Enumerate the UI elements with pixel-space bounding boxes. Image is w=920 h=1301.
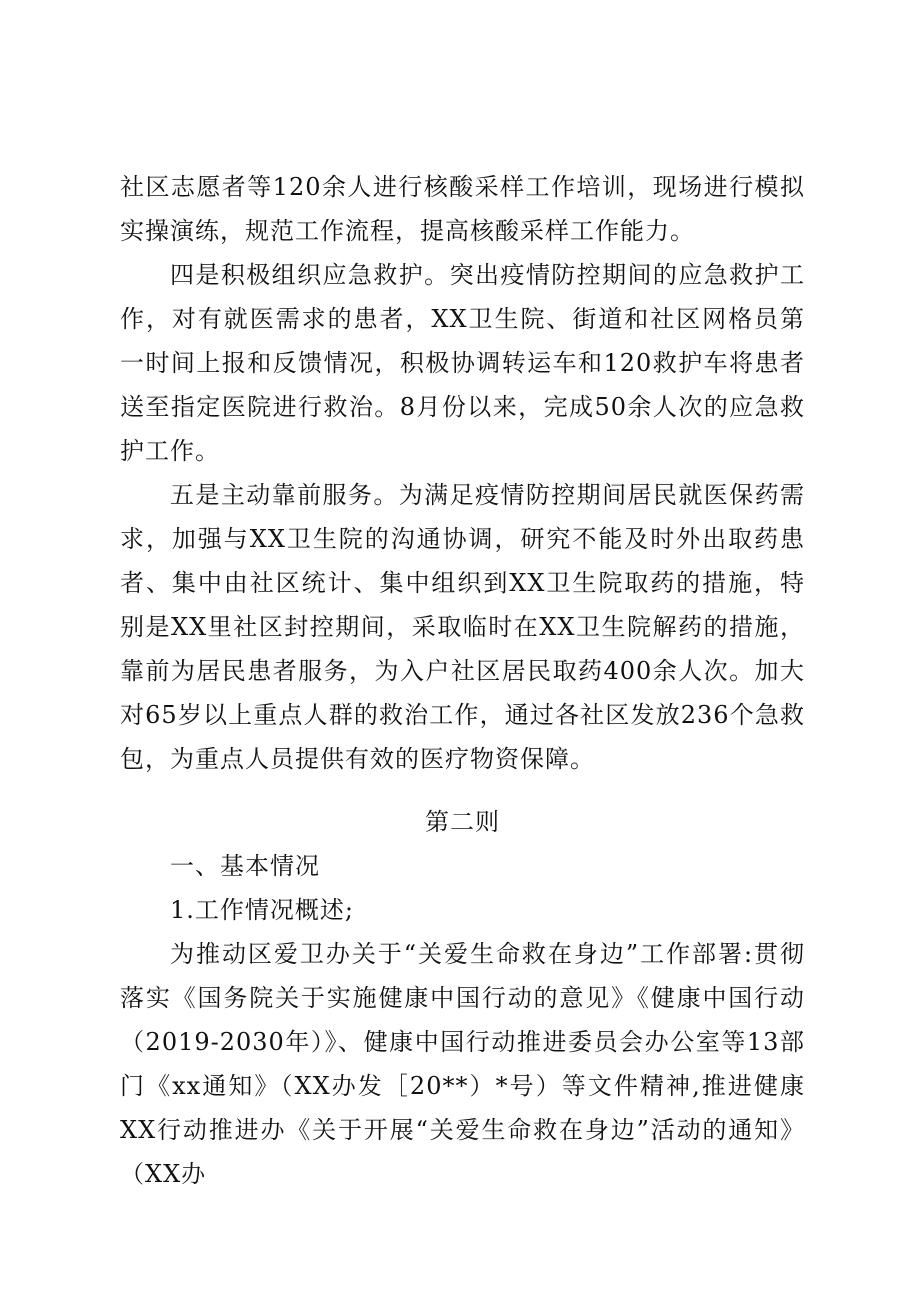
document-body-top	[120, 165, 805, 781]
paragraph-emergency-rescue: 四是积极组织应急救护。突出疫情防控期间的应急救护工作，对有就医需求的患者，XX卫生院、街道和社区网格员第一时间上报和反馈情况，积极协调转运车和120救护车将患者送至指定医院进行救治。8月份以来，完成50余人次的应急救护工作。	[120, 261, 805, 465]
section-title: 第二则	[425, 808, 500, 836]
paragraph-work-deployment: 为推动区爱卫办关于“关爱生命救在身边”工作部署:贯彻落实《国务院关于实施健康中国行动的意见》《健康中国行动（2019-2030年）》、健康中国行动推进委员会办公室等13部门《xx通知》（XX办发［20**）*号）等文件精神,推进健康XX行动推进办《关于开展“关爱生命救在身边”活动的通知》（XX办	[120, 940, 805, 1188]
document-body-second-section	[120, 800, 805, 1196]
paragraph-continuation: 社区志愿者等120余人进行核酸采样工作培训，现场进行模拟实操演练，规范工作流程，提高核酸采样工作能力。	[120, 173, 805, 245]
section-subheading: 一、基本情况	[170, 852, 320, 880]
paragraph-proactive-service: 五是主动靠前服务。为满足疫情防控期间居民就医保药需求，加强与XX卫生院的沟通协调，研究不能及时外出取药患者、集中由社区统计、集中组织到XX卫生院取药的措施，特别是XX里社区封控期间，采取临时在XX卫生院解药的措施，靠前为居民患者服务，为入户社区居民取药400余人次。加大对65岁以上重点人群的救治工作，通过各社区发放236个急救包，为重点人员提供有效的医疗物资保障。	[120, 481, 805, 773]
item-heading: 1.工作情况概述;	[170, 896, 354, 924]
